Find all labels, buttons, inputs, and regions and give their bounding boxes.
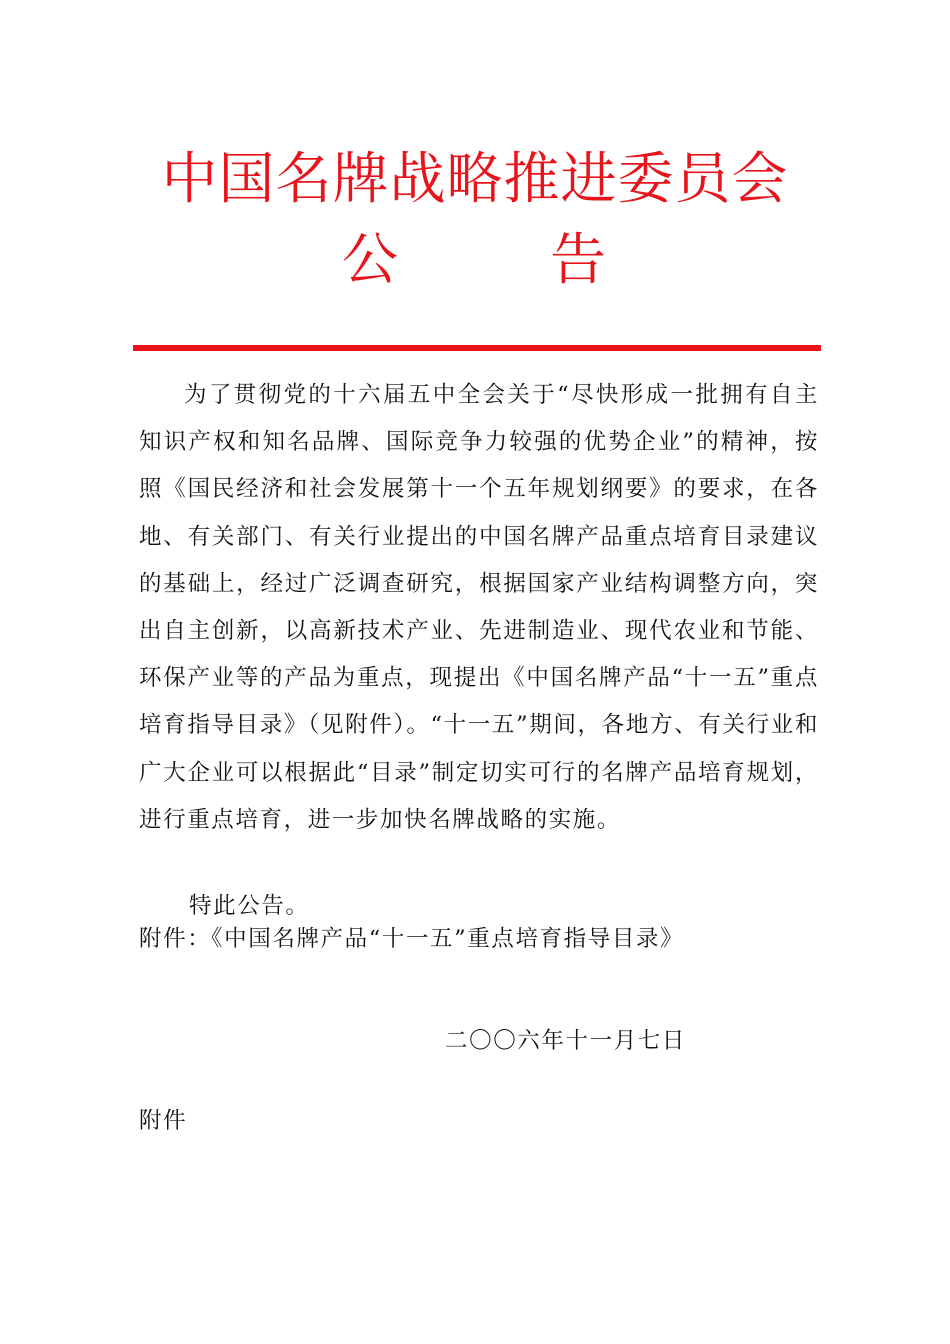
page-title: 中国名牌战略推进委员会 [161,147,789,212]
issue-date: 二〇〇六年十一月七日 [445,1028,687,1054]
attachment-heading: 附件 [139,1108,188,1134]
announcement-heading-right: 告 [550,228,608,293]
closing-statement: 特此公告。 [189,893,310,919]
red-divider-line [133,345,821,351]
attachment-reference: 附件：《中国名牌产品“十一五”重点培育指导目录》 [139,926,685,952]
announcement-paragraph: 为了贯彻党的十六届五中全会关于“尽快形成一批拥有自主知识产权和知名品牌、国际竞争力较强的优势企业”的精神，按照《国民经济和社会发展第十一个五年规划纲要》的要求，在各地、有关部门、有关行业提出的中国名牌产品重点培育目录建议的基础上，经过广泛调查研究，根据国家产业结构调整方向，突出自主创新，以高新技术产业、先进制造业、现代农业和节能、环保产业等的产品为重点，现提出《中国名牌产品“十一五”重点培育指导目录》（见附件）。“十一五”期间，各地方、有关行业和广大企业可以根据此“目录”制定切实可行的名牌产品培育规划，进行重点培育，进一步加快名牌战略的实施。 [139,382,819,833]
announcement-heading [0,228,950,293]
announcement-body [139,372,819,844]
announcement-heading-left: 公 [342,228,400,293]
